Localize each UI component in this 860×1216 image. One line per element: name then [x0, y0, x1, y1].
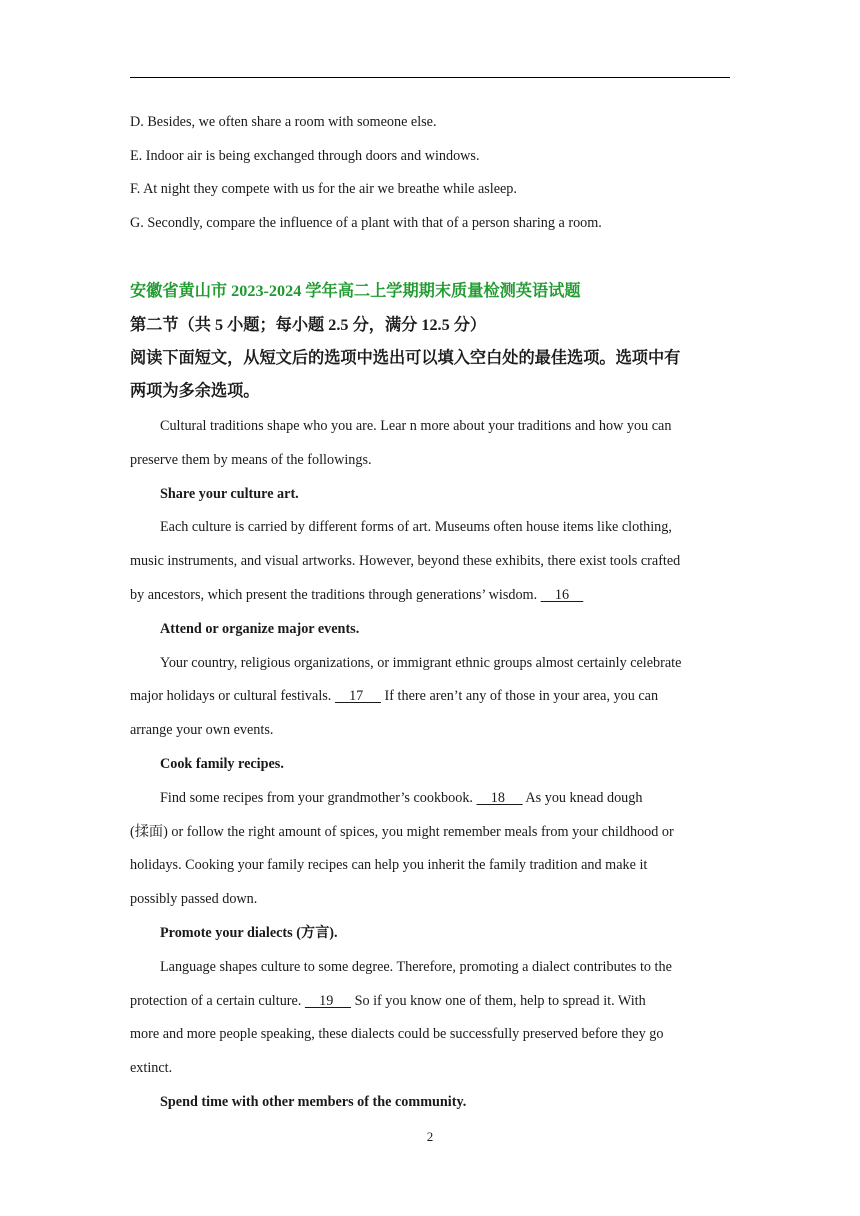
blank-16: 16	[540, 587, 584, 603]
instruction-line-2: 两项为多余选项。	[130, 382, 260, 400]
passage-text: by ancestors, which present the traditions through generations’ wisdom.	[130, 587, 538, 603]
passage-text: major holidays or cultural festivals.	[130, 688, 332, 704]
part-heading: 第二节（共 5 小题；每小题 2.5 分，满分 12.5 分）	[130, 316, 487, 334]
source-title: 安徽省黄山市 2023-2024 学年高二上学期期末质量检测英语试题	[130, 282, 581, 300]
passage-text: protection of a certain culture.	[130, 993, 302, 1009]
passage-line: more and more people speaking, these dialects could be successfully preserved before they go	[130, 1026, 664, 1042]
passage-line: possibly passed down.	[130, 891, 258, 907]
passage-line: (揉面) or follow the right amount of spices, you might remember meals from your childhood or	[130, 824, 674, 840]
header-rule	[130, 77, 730, 78]
instruction-line-1: 阅读下面短文，从短文后的选项中选出可以填入空白处的最佳选项。选项中有	[130, 349, 681, 367]
passage-line: extinct.	[130, 1060, 173, 1076]
passage-line: music instruments, and visual artworks. However, beyond these exhibits, there exist tools crafted	[130, 553, 681, 569]
blank-19: 19	[304, 993, 352, 1009]
option-d: D. Besides, we often share a room with someone else.	[130, 114, 437, 130]
passage-line	[130, 992, 646, 1010]
passage-intro-line: Cultural traditions shape who you are. Lear n more about your traditions and how you can	[160, 418, 672, 434]
blank-18: 18	[476, 790, 523, 806]
passage-line	[160, 789, 642, 807]
blank-17: 17	[334, 688, 381, 704]
passage-text: As you knead dough	[525, 790, 643, 806]
page-number: 2	[426, 1129, 434, 1144]
passage-heading-1: Share your culture art.	[160, 486, 299, 502]
passage-intro-line: preserve them by means of the followings.	[130, 452, 372, 468]
passage-heading-3: Cook family recipes.	[160, 756, 284, 772]
passage-line	[130, 687, 658, 705]
option-e: E. Indoor air is being exchanged through doors and windows.	[130, 148, 480, 164]
passage-line: Each culture is carried by different forms of art. Museums often house items like clothing,	[160, 519, 672, 535]
passage-line: arrange your own events.	[130, 722, 274, 738]
passage-line: Language shapes culture to some degree. Therefore, promoting a dialect contributes to the	[160, 959, 672, 975]
passage-line: Your country, religious organizations, or immigrant ethnic groups almost certainly celebrate	[160, 655, 682, 671]
option-f: F. At night they compete with us for the air we breathe while asleep.	[130, 181, 517, 197]
passage-heading-5: Spend time with other members of the community.	[160, 1094, 467, 1110]
option-g: G. Secondly, compare the influence of a plant with that of a person sharing a room.	[130, 215, 602, 231]
passage-text: So if you know one of them, help to spread it. With	[354, 993, 646, 1009]
passage-line: holidays. Cooking your family recipes can help you inherit the family tradition and make it	[130, 857, 648, 873]
passage-line	[130, 586, 583, 604]
passage-heading-4: Promote your dialects (方言).	[160, 925, 338, 941]
passage-text: Find some recipes from your grandmother’s cookbook.	[160, 790, 473, 806]
passage-text: If there aren’t any of those in your area, you can	[384, 688, 659, 704]
passage-heading-2: Attend or organize major events.	[160, 621, 360, 637]
